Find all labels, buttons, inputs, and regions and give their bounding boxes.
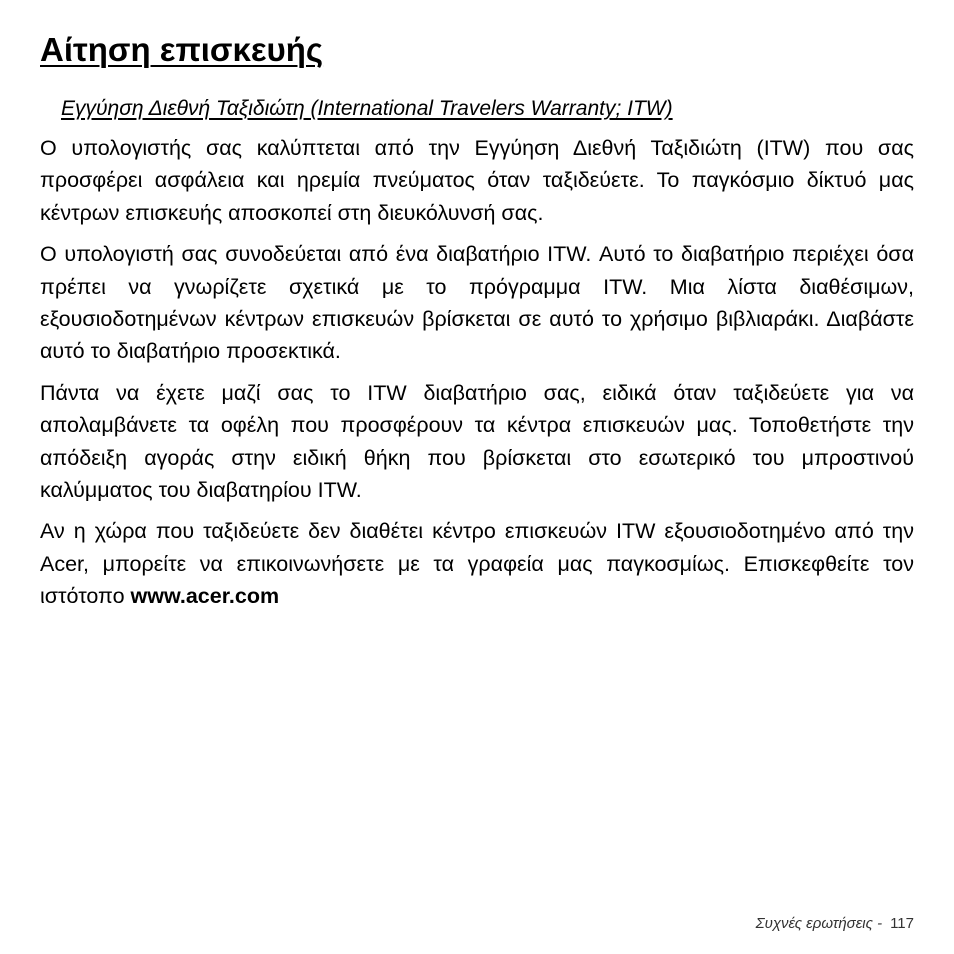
section-subtitle: Εγγύηση Διεθνή Ταξιδιώτη (International Travelers Warranty; ITW) <box>61 97 673 120</box>
page-footer <box>756 915 914 932</box>
body-text <box>40 132 914 622</box>
page-title: Αίτηση επισκευής <box>40 31 324 68</box>
footer-section-name: Συχνές ερωτήσεις - <box>755 915 883 932</box>
paragraph-contact-text: Αν η χώρα που ταξιδεύετε δεν διαθέτει κέντρο επισκευών ITW εξουσιοδοτημένο από την Acer, μπορείτε να επικοινωνήσετε με τα γραφεία μας παγκοσμίως. Επισκεφθείτε τον ιστότοπο <box>40 519 914 609</box>
paragraph-itw-passport: Ο υπολογιστή σας συνοδεύεται από ένα διαβατήριο ITW. Αυτό το διαβατήριο περιέχει όσα πρέπει να γνωρίζετε σχετικά με το πρόγραμμα ITW. Μια λίστα διαθέσιμων, εξουσιοδοτημένων κέντρων επισκευών βρίσκεται σε αυτό το χρήσιμο βιβλιαράκι. Διαβάστε αυτό το διαβατήριο προσεκτικά. <box>40 242 914 364</box>
paragraph-itw-coverage: Ο υπολογιστής σας καλύπτεται από την Εγγύηση Διεθνή Ταξιδιώτη (ITW) που σας προσφέρει ασφάλεια και ηρεμία πνεύματος όταν ταξιδεύετε. Το παγκόσμιο δίκτυό μας κέντρων επισκευής αποσκοπεί στη διευκόλυνσή σας. <box>40 136 914 225</box>
website-link[interactable]: www.acer.com <box>130 584 280 609</box>
paragraph-carry-passport: Πάντα να έχετε μαζί σας το ITW διαβατήριο σας, ειδικά όταν ταξιδεύετε για να απολαμβάνετε τα οφέλη που προσφέρουν τα κέντρα επισκευών μας. Τοποθετήστε την απόδειξη αγοράς στην ειδική θήκη που βρίσκεται στο εσωτερικό του μπροστινού καλύμματος του διαβατηρίου ITW. <box>40 380 914 503</box>
page-number: 117 <box>890 915 914 932</box>
document-page <box>40 0 914 954</box>
paragraph-contact-offices <box>40 515 914 612</box>
